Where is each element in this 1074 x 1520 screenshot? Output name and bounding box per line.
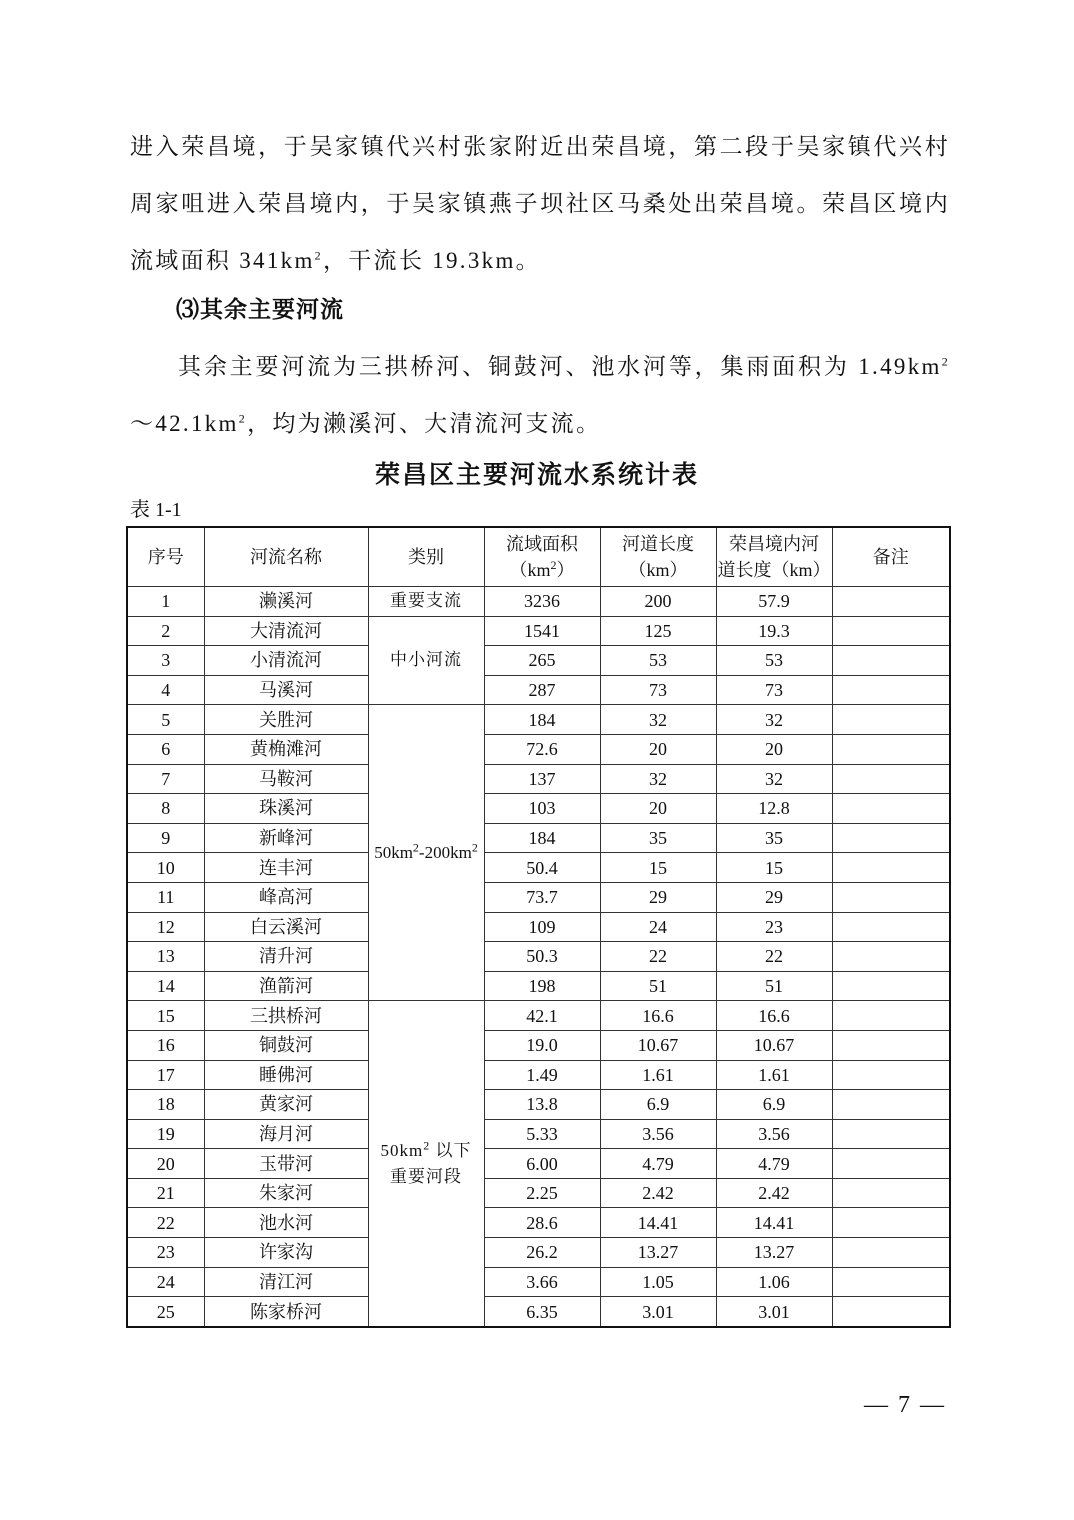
cell-remarks bbox=[832, 942, 950, 972]
cell-area: 28.6 bbox=[484, 1208, 600, 1238]
cell-river-name: 连丰河 bbox=[204, 853, 368, 883]
cell-area: 109 bbox=[484, 912, 600, 942]
table-row bbox=[127, 1297, 950, 1327]
cell-no: 22 bbox=[127, 1208, 204, 1238]
cell-length: 20 bbox=[600, 794, 716, 824]
table-row bbox=[127, 646, 950, 676]
cell-length: 32 bbox=[600, 764, 716, 794]
header-no: 序号 bbox=[127, 527, 204, 587]
cell-area: 73.7 bbox=[484, 882, 600, 912]
cell-area: 137 bbox=[484, 764, 600, 794]
cell-remarks bbox=[832, 882, 950, 912]
cell-length: 15 bbox=[600, 853, 716, 883]
cell-category: 重要支流 bbox=[368, 587, 484, 617]
cell-river-name: 峰高河 bbox=[204, 882, 368, 912]
cell-river-name: 清江河 bbox=[204, 1267, 368, 1297]
table-row bbox=[127, 734, 950, 764]
cell-area: 1.49 bbox=[484, 1060, 600, 1090]
superscript: 2 bbox=[314, 248, 323, 263]
header-length-line1: 河道长度 bbox=[622, 534, 694, 554]
cell-remarks bbox=[832, 912, 950, 942]
table-row bbox=[127, 1119, 950, 1149]
cell-area: 265 bbox=[484, 646, 600, 676]
cell-river-name: 珠溪河 bbox=[204, 794, 368, 824]
cell-remarks bbox=[832, 1238, 950, 1268]
paragraph-text: 其余主要河流为三拱桥河、铜鼓河、池水河等，集雨面积为 1.49km bbox=[178, 354, 942, 379]
cell-length: 6.9 bbox=[600, 1090, 716, 1120]
cell-remarks bbox=[832, 1208, 950, 1238]
cell-no: 25 bbox=[127, 1297, 204, 1327]
table-row bbox=[127, 942, 950, 972]
cell-area: 42.1 bbox=[484, 1001, 600, 1031]
header-length-line2: （km） bbox=[628, 560, 688, 580]
cell-remarks bbox=[832, 1030, 950, 1060]
cell-remarks bbox=[832, 764, 950, 794]
table-row bbox=[127, 882, 950, 912]
superscript: 2 bbox=[423, 1137, 431, 1152]
cell-area: 6.00 bbox=[484, 1149, 600, 1179]
table-row bbox=[127, 705, 950, 735]
cell-local-length: 14.41 bbox=[716, 1208, 832, 1238]
body-paragraph-2 bbox=[130, 338, 950, 452]
cell-length: 35 bbox=[600, 823, 716, 853]
cell-no: 10 bbox=[127, 853, 204, 883]
cell-length: 20 bbox=[600, 734, 716, 764]
cell-local-length: 35 bbox=[716, 823, 832, 853]
cell-no: 4 bbox=[127, 675, 204, 705]
cell-area: 6.35 bbox=[484, 1297, 600, 1327]
header-remarks: 备注 bbox=[832, 527, 950, 587]
cell-length: 22 bbox=[600, 942, 716, 972]
paragraph-text: ～42.1km bbox=[130, 411, 239, 436]
cell-remarks bbox=[832, 1119, 950, 1149]
paragraph-text: 进入荣昌境，于吴家镇代兴村张家附近出荣昌境，第二段于吴家镇代兴村周家咀进入荣昌境内，于吴家镇燕子坝社区马桑处出荣昌境。荣昌区境内流域面积 341km bbox=[130, 134, 950, 273]
superscript: 2 bbox=[412, 840, 419, 855]
cell-river-name: 玉带河 bbox=[204, 1149, 368, 1179]
cell-area: 184 bbox=[484, 823, 600, 853]
cell-area: 72.6 bbox=[484, 734, 600, 764]
cell-river-name: 马溪河 bbox=[204, 675, 368, 705]
header-local-length bbox=[716, 527, 832, 587]
table-row bbox=[127, 1030, 950, 1060]
paragraph-text: ，干流长 19.3km。 bbox=[322, 248, 541, 273]
cell-length: 10.67 bbox=[600, 1030, 716, 1060]
header-name: 河流名称 bbox=[204, 527, 368, 587]
cell-remarks bbox=[832, 1001, 950, 1031]
cell-no: 5 bbox=[127, 705, 204, 735]
cell-area: 3.66 bbox=[484, 1267, 600, 1297]
cell-no: 21 bbox=[127, 1178, 204, 1208]
cell-remarks bbox=[832, 646, 950, 676]
cell-local-length: 53 bbox=[716, 646, 832, 676]
cell-river-name: 陈家桥河 bbox=[204, 1297, 368, 1327]
category-text: 以下重要河段 bbox=[390, 1140, 472, 1186]
cell-local-length: 32 bbox=[716, 764, 832, 794]
cell-no: 12 bbox=[127, 912, 204, 942]
cell-river-name: 黄桷滩河 bbox=[204, 734, 368, 764]
cell-area: 184 bbox=[484, 705, 600, 735]
cell-length: 13.27 bbox=[600, 1238, 716, 1268]
cell-area: 26.2 bbox=[484, 1238, 600, 1268]
cell-river-name: 新峰河 bbox=[204, 823, 368, 853]
header-local-length-line2: 道长度（km） bbox=[717, 560, 831, 580]
cell-area: 50.3 bbox=[484, 942, 600, 972]
table-row bbox=[127, 971, 950, 1001]
cell-local-length: 22 bbox=[716, 942, 832, 972]
cell-river-name: 朱家河 bbox=[204, 1178, 368, 1208]
body-paragraph-1 bbox=[130, 118, 950, 289]
cell-no: 17 bbox=[127, 1060, 204, 1090]
table-row bbox=[127, 1238, 950, 1268]
category-text: -200km bbox=[418, 842, 472, 862]
cell-length: 24 bbox=[600, 912, 716, 942]
header-length bbox=[600, 527, 716, 587]
cell-no: 7 bbox=[127, 764, 204, 794]
cell-river-name: 关胜河 bbox=[204, 705, 368, 735]
cell-length: 3.56 bbox=[600, 1119, 716, 1149]
cell-length: 16.6 bbox=[600, 1001, 716, 1031]
cell-river-name: 渔箭河 bbox=[204, 971, 368, 1001]
cell-local-length: 57.9 bbox=[716, 587, 832, 617]
cell-length: 32 bbox=[600, 705, 716, 735]
page-number: — 7 — bbox=[864, 1392, 946, 1418]
cell-area: 3236 bbox=[484, 587, 600, 617]
cell-length: 1.61 bbox=[600, 1060, 716, 1090]
table-row bbox=[127, 1001, 950, 1031]
cell-river-name: 许家沟 bbox=[204, 1238, 368, 1268]
cell-local-length: 23 bbox=[716, 912, 832, 942]
superscript: 2 bbox=[238, 411, 248, 426]
cell-remarks bbox=[832, 1178, 950, 1208]
cell-no: 13 bbox=[127, 942, 204, 972]
table-row bbox=[127, 1208, 950, 1238]
cell-local-length: 3.56 bbox=[716, 1119, 832, 1149]
river-statistics-table bbox=[126, 526, 951, 1328]
cell-remarks bbox=[832, 1060, 950, 1090]
cell-river-name: 大清流河 bbox=[204, 616, 368, 646]
cell-no: 24 bbox=[127, 1267, 204, 1297]
paragraph-text: ，均为濑溪河、大清流河支流。 bbox=[247, 411, 602, 436]
cell-no: 9 bbox=[127, 823, 204, 853]
cell-no: 23 bbox=[127, 1238, 204, 1268]
cell-river-name: 马鞍河 bbox=[204, 764, 368, 794]
cell-remarks bbox=[832, 734, 950, 764]
cell-local-length: 4.79 bbox=[716, 1149, 832, 1179]
header-area-line1: 流域面积 bbox=[506, 534, 578, 554]
cell-length: 4.79 bbox=[600, 1149, 716, 1179]
cell-no: 11 bbox=[127, 882, 204, 912]
cell-local-length: 12.8 bbox=[716, 794, 832, 824]
table-row bbox=[127, 1178, 950, 1208]
cell-remarks bbox=[832, 1267, 950, 1297]
cell-local-length: 20 bbox=[716, 734, 832, 764]
cell-length: 29 bbox=[600, 882, 716, 912]
cell-river-name: 清升河 bbox=[204, 942, 368, 972]
cell-remarks bbox=[832, 971, 950, 1001]
cell-length: 3.01 bbox=[600, 1297, 716, 1327]
cell-length: 73 bbox=[600, 675, 716, 705]
table-row bbox=[127, 764, 950, 794]
table-row bbox=[127, 912, 950, 942]
cell-category: 中小河流 bbox=[368, 616, 484, 705]
cell-no: 15 bbox=[127, 1001, 204, 1031]
table-row bbox=[127, 794, 950, 824]
header-area-unit: （km bbox=[509, 560, 551, 580]
header-area bbox=[484, 527, 600, 587]
cell-length: 51 bbox=[600, 971, 716, 1001]
cell-local-length: 1.61 bbox=[716, 1060, 832, 1090]
cell-area: 198 bbox=[484, 971, 600, 1001]
table-row bbox=[127, 675, 950, 705]
cell-area: 103 bbox=[484, 794, 600, 824]
cell-remarks bbox=[832, 705, 950, 735]
table-row bbox=[127, 853, 950, 883]
cell-length: 1.05 bbox=[600, 1267, 716, 1297]
table-row bbox=[127, 587, 950, 617]
cell-river-name: 池水河 bbox=[204, 1208, 368, 1238]
cell-river-name: 白云溪河 bbox=[204, 912, 368, 942]
cell-no: 20 bbox=[127, 1149, 204, 1179]
cell-length: 2.42 bbox=[600, 1178, 716, 1208]
cell-no: 1 bbox=[127, 587, 204, 617]
table-row bbox=[127, 616, 950, 646]
cell-category bbox=[368, 705, 484, 1001]
cell-river-name: 三拱桥河 bbox=[204, 1001, 368, 1031]
cell-area: 1541 bbox=[484, 616, 600, 646]
superscript: 2 bbox=[941, 354, 950, 369]
cell-local-length: 1.06 bbox=[716, 1267, 832, 1297]
cell-remarks bbox=[832, 853, 950, 883]
cell-length: 14.41 bbox=[600, 1208, 716, 1238]
cell-local-length: 32 bbox=[716, 705, 832, 735]
section-heading: ⑶其余主要河流 bbox=[176, 297, 344, 322]
cell-no: 19 bbox=[127, 1119, 204, 1149]
table-row bbox=[127, 1267, 950, 1297]
cell-no: 2 bbox=[127, 616, 204, 646]
cell-local-length: 19.3 bbox=[716, 616, 832, 646]
cell-area: 13.8 bbox=[484, 1090, 600, 1120]
superscript: 2 bbox=[550, 558, 557, 572]
cell-no: 8 bbox=[127, 794, 204, 824]
table-row bbox=[127, 1090, 950, 1120]
superscript: 2 bbox=[471, 840, 478, 855]
cell-remarks bbox=[832, 794, 950, 824]
category-text: 50km bbox=[380, 1140, 424, 1160]
table-row bbox=[127, 823, 950, 853]
cell-local-length: 10.67 bbox=[716, 1030, 832, 1060]
cell-local-length: 13.27 bbox=[716, 1238, 832, 1268]
cell-no: 16 bbox=[127, 1030, 204, 1060]
cell-local-length: 15 bbox=[716, 853, 832, 883]
cell-length: 200 bbox=[600, 587, 716, 617]
cell-no: 14 bbox=[127, 971, 204, 1001]
cell-river-name: 小清流河 bbox=[204, 646, 368, 676]
cell-remarks bbox=[832, 675, 950, 705]
cell-remarks bbox=[832, 823, 950, 853]
header-category: 类别 bbox=[368, 527, 484, 587]
table-label: 表 1-1 bbox=[130, 499, 182, 521]
cell-local-length: 29 bbox=[716, 882, 832, 912]
cell-area: 19.0 bbox=[484, 1030, 600, 1060]
cell-local-length: 16.6 bbox=[716, 1001, 832, 1031]
cell-no: 3 bbox=[127, 646, 204, 676]
header-local-length-line1: 荣昌境内河 bbox=[729, 534, 819, 554]
cell-local-length: 6.9 bbox=[716, 1090, 832, 1120]
cell-river-name: 睡佛河 bbox=[204, 1060, 368, 1090]
cell-length: 125 bbox=[600, 616, 716, 646]
table-header-row bbox=[127, 527, 950, 587]
table-row bbox=[127, 1149, 950, 1179]
cell-remarks bbox=[832, 587, 950, 617]
cell-no: 18 bbox=[127, 1090, 204, 1120]
cell-remarks bbox=[832, 1090, 950, 1120]
cell-river-name: 黄家河 bbox=[204, 1090, 368, 1120]
cell-river-name: 铜鼓河 bbox=[204, 1030, 368, 1060]
cell-local-length: 3.01 bbox=[716, 1297, 832, 1327]
cell-area: 2.25 bbox=[484, 1178, 600, 1208]
cell-local-length: 51 bbox=[716, 971, 832, 1001]
category-text: 50km bbox=[374, 842, 413, 862]
cell-remarks bbox=[832, 1297, 950, 1327]
cell-remarks bbox=[832, 1149, 950, 1179]
cell-no: 6 bbox=[127, 734, 204, 764]
cell-area: 5.33 bbox=[484, 1119, 600, 1149]
cell-local-length: 2.42 bbox=[716, 1178, 832, 1208]
cell-category bbox=[368, 1001, 484, 1327]
cell-river-name: 濑溪河 bbox=[204, 587, 368, 617]
cell-river-name: 海月河 bbox=[204, 1119, 368, 1149]
cell-local-length: 73 bbox=[716, 675, 832, 705]
table-title: 荣昌区主要河流水系统计表 bbox=[374, 462, 699, 489]
cell-remarks bbox=[832, 616, 950, 646]
cell-length: 53 bbox=[600, 646, 716, 676]
cell-area: 50.4 bbox=[484, 853, 600, 883]
cell-area: 287 bbox=[484, 675, 600, 705]
header-area-unit-close: ） bbox=[556, 560, 575, 580]
table-row bbox=[127, 1060, 950, 1090]
